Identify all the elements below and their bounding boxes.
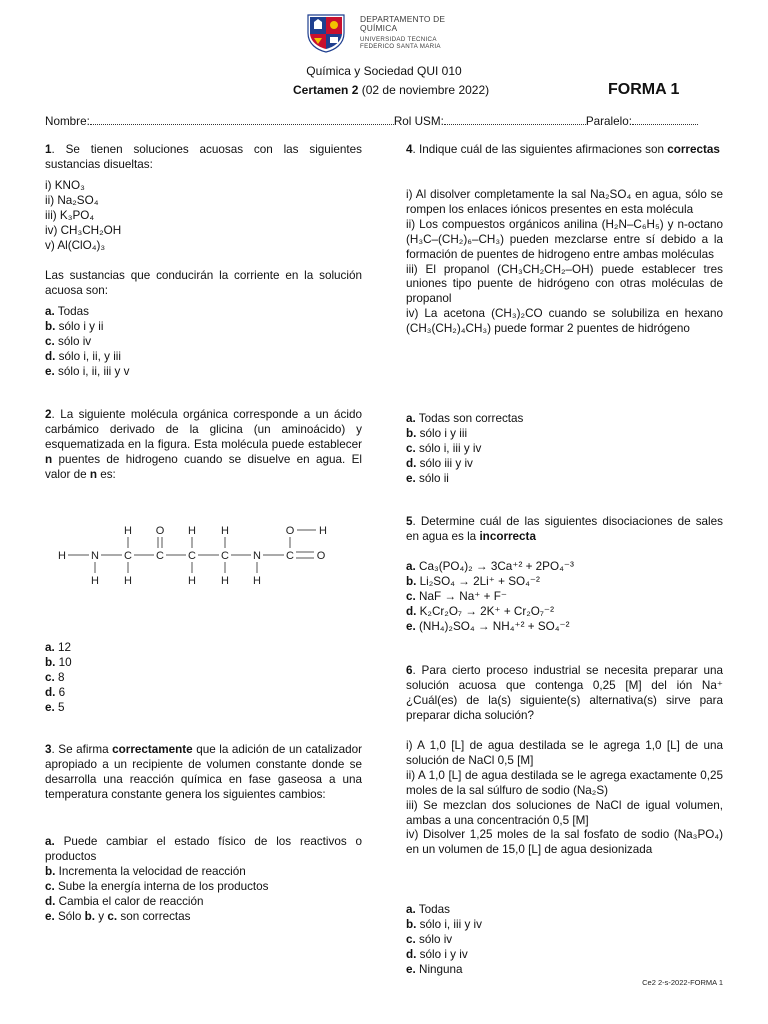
answer-option-a: [45, 835, 362, 865]
atom-label: C: [124, 550, 132, 562]
exam-title: [293, 83, 489, 98]
university-line-1: UNIVERSIDAD TECNICA: [360, 36, 437, 43]
answer-option-a: [45, 641, 362, 656]
option-text: [58, 365, 129, 378]
page-footer-code: Ce2 2-s-2022-FORMA 1: [642, 978, 723, 987]
option-text: [59, 865, 246, 878]
atom-label: C: [286, 550, 294, 562]
text-run: Incrementa la velocidad de reacción: [58, 864, 246, 878]
answer-option-b: [45, 320, 362, 335]
atom-label: H: [221, 525, 229, 537]
text-run: . Se tienen soluciones acuosas con las siguientes sustancias disueltas:: [45, 143, 362, 171]
text-run: Ca₃(PO₄)₂ → 3Ca⁺² + 2PO₄⁻³: [419, 560, 574, 573]
text-run: Todas son correctas: [418, 412, 524, 425]
text-run: . Indique cuál de las siguientes afirmaciones son: [412, 143, 668, 156]
option-letter: b.: [406, 426, 417, 440]
text-run: Li₂SO₄ → 2Li⁺ + SO₄⁻²: [419, 574, 540, 588]
university-crest-icon: [305, 13, 347, 53]
answer-option-e: [45, 910, 362, 925]
option-letter: b.: [45, 319, 56, 333]
atom-label: O: [316, 550, 326, 562]
atom-label: H: [91, 575, 99, 587]
atom-label: H: [124, 575, 132, 587]
text-run: que la adición de un catalizador apropiado a un recipiente de volumen constante donde se desarrolla una reacción química en fase gaseosa a una temperatura constante genera los siguientes cambios:: [45, 743, 363, 801]
question-5-options: [406, 560, 723, 635]
option-text: [59, 686, 66, 699]
text-run: iii) El propanol (CH₃CH₂CH₂–OH) puede establecer tres uniones tipo puente de hidrógeno con otras moléculas de propanol: [406, 262, 723, 306]
exam-form: FORMA 1: [608, 81, 680, 98]
question-6-options: [406, 903, 723, 978]
option-letter: d.: [406, 604, 417, 618]
text-run: sólo i y ii: [58, 319, 104, 333]
question-6-statements: [406, 739, 723, 858]
question-4-stem: [406, 143, 723, 158]
bold-text: 2: [45, 408, 52, 421]
text-run: sólo iii y iv: [419, 456, 473, 470]
option-letter: c.: [406, 932, 416, 946]
atom-label: H: [188, 575, 196, 587]
answer-option-c: [406, 442, 723, 457]
text-run: NaF → Na⁺ + F⁻: [419, 589, 507, 603]
atom-label: N: [91, 550, 99, 562]
answer-option-e: [406, 620, 723, 635]
option-letter: e.: [45, 700, 55, 714]
text-run: Cambia el calor de reacción: [58, 894, 204, 908]
option-text: [419, 442, 481, 455]
option-letter: c.: [45, 334, 55, 348]
option-text: [420, 918, 482, 931]
bold-text: n: [89, 467, 97, 481]
name-label: Nombre:: [45, 115, 90, 128]
option-text: [58, 910, 191, 923]
exam-date: (02 de noviembre 2022): [361, 83, 490, 97]
statement-item: [406, 307, 723, 337]
text-run: iii) Se mezclan dos soluciones de NaCl de igual volumen, ambas a una concentración 0,5 [M]: [406, 798, 723, 827]
text-run: ii) Na₂SO₄: [45, 193, 99, 207]
university-line-2: FEDERICO SANTA MARIA: [360, 43, 441, 51]
answer-option-e: [406, 963, 723, 978]
question-1-options: [45, 305, 362, 380]
question-3-stem: [45, 743, 362, 803]
answer-option-d: [406, 457, 723, 472]
option-text: [58, 701, 65, 714]
option-text: [45, 835, 362, 863]
text-run: 12: [58, 641, 72, 654]
text-run: 5: [58, 700, 65, 714]
option-letter: c.: [406, 589, 416, 603]
question-1-stem: [45, 143, 362, 173]
atom-label: H: [319, 525, 327, 537]
option-letter: a.: [45, 305, 55, 318]
question-6-stem: [406, 664, 723, 724]
text-run: iv) CH₃CH₂OH: [45, 223, 122, 237]
statement-item: [406, 263, 723, 308]
option-letter: d.: [45, 685, 56, 699]
bold-text: incorrecta: [479, 529, 536, 543]
text-run: Sube la energía interna de los productos: [58, 879, 269, 893]
option-letter: b.: [45, 864, 56, 878]
text-run: sólo i, iii y iv: [419, 917, 482, 931]
option-text: [420, 605, 554, 618]
text-run: . La siguiente molécula orgánica corresponde a un ácido carbámico derivado de la glicina (un aminoácido) y esquematizada en la figura. Esta molécula puede establecer: [45, 408, 362, 451]
option-text: [58, 305, 89, 318]
text-run: . Para cierto proceso industrial se necesita preparar una solución acuosa que contenga 0,25 [M] del ión Na⁺ ¿Cuál(es) de la(s) siguiente(s) alternativa(s) sirve para preparar dicha solución?: [406, 664, 723, 722]
question-2-options: [45, 641, 362, 716]
text-run: Puede cambiar el estado físico de los reactivos o productos: [45, 835, 363, 863]
text-run: sólo i, ii, y iii: [58, 349, 121, 363]
option-letter: a.: [45, 641, 55, 654]
paralelo-label: Paralelo:: [585, 115, 632, 128]
bold-text: c.: [107, 909, 118, 923]
option-letter: e.: [45, 909, 55, 923]
question-5-stem: [406, 515, 723, 545]
text-run: son correctas: [117, 909, 191, 923]
answer-option-b: [45, 656, 362, 671]
answer-option-a: [406, 412, 723, 427]
atom-label: C: [156, 550, 164, 562]
option-text: [419, 620, 570, 633]
bold-text: 5: [406, 515, 413, 528]
answer-option-c: [45, 671, 362, 686]
answer-option-b: [406, 918, 723, 933]
atom-label: C: [188, 550, 196, 562]
option-letter: c.: [406, 441, 416, 455]
bold-text: 1: [45, 143, 52, 156]
text-run: i) Al disolver completamente la sal Na₂SO₄ en agua, sólo se rompen los enlaces iónicos presentes en esta molécula: [406, 188, 723, 216]
name-blank[interactable]: [90, 115, 394, 125]
option-text: [419, 903, 450, 916]
bold-text: correctas: [667, 143, 720, 156]
answer-option-e: [45, 701, 362, 716]
option-text: [420, 457, 473, 470]
question-2-stem: [45, 408, 362, 483]
answer-option-d: [406, 948, 723, 963]
answer-option-c: [406, 933, 723, 948]
option-letter: b.: [45, 655, 56, 669]
question-4-statements: [406, 188, 723, 337]
student-fields: [45, 114, 725, 129]
text-run: es:: [96, 467, 116, 481]
bold-text: 3: [45, 743, 52, 756]
answer-option-b: [45, 865, 362, 880]
rol-blank[interactable]: [444, 115, 586, 125]
text-run: puentes de hidrogeno cuando se disuelve en agua. El valor de: [45, 452, 362, 481]
option-text: [419, 590, 507, 603]
answer-option-e: [45, 365, 362, 380]
text-run: iii) K₃PO₄: [45, 208, 95, 222]
option-text: [420, 575, 540, 588]
option-letter: e.: [406, 619, 416, 633]
option-text: [58, 671, 65, 684]
statement-item: [406, 739, 723, 769]
atom-label: H: [188, 525, 196, 537]
option-text: [419, 560, 574, 573]
atom-label: H: [221, 575, 229, 587]
answer-option-e: [406, 472, 723, 487]
department-name: [360, 15, 490, 50]
option-letter: d.: [406, 947, 417, 961]
paralelo-blank[interactable]: [632, 115, 698, 125]
option-letter: c.: [45, 879, 55, 893]
answer-option-a: [406, 560, 723, 575]
text-run: sólo i y iii: [419, 426, 468, 440]
option-text: [420, 948, 468, 961]
bold-text: correctamente: [112, 743, 193, 756]
text-run: sólo ii: [419, 471, 449, 485]
option-letter: a.: [406, 903, 416, 916]
text-run: y: [95, 909, 108, 923]
exam-name: Certamen 2: [293, 83, 359, 97]
statement-item: [45, 239, 362, 254]
option-letter: a.: [406, 412, 416, 425]
bold-text: n: [45, 452, 53, 466]
option-text: [58, 335, 91, 348]
rol-label: Rol USM:: [393, 115, 444, 128]
text-run: Todas: [57, 305, 89, 318]
option-text: [419, 412, 524, 425]
text-run: Sólo: [58, 909, 85, 923]
statement-item: [45, 209, 362, 224]
answer-option-c: [406, 590, 723, 605]
option-letter: b.: [406, 574, 417, 588]
text-run: ii) Los compuestos orgánicos anilina (H₂N–C₆H₅) y n-octano (H₃C–(CH₂)₆–CH₃) pueden mezclarse entre sí debido a la formación de puentes de hidrogeno entre ambas moléculas: [406, 217, 723, 261]
question-3-options: [45, 835, 362, 924]
bold-text: 4: [406, 143, 413, 156]
text-run: . Determine cuál de las siguientes disociaciones de sales en agua es la: [406, 515, 723, 543]
question-1-lead: [45, 269, 362, 299]
atom-label: O: [285, 525, 295, 537]
text-run: iv) La acetona (CH₃)₂CO cuando se solubiliza en hexano (CH₃(CH₂)₄CH₃) puede formar 2 puentes de hidrógeno: [406, 307, 723, 336]
department-line-2: QUÍMICA: [360, 23, 398, 33]
statement-item: [406, 188, 723, 218]
text-run: Ninguna: [419, 962, 463, 976]
answer-option-b: [406, 575, 723, 590]
text-run: Las sustancias que conducirán la corriente en la solución acuosa son:: [45, 269, 362, 297]
answer-option-d: [45, 895, 362, 910]
statement-item: [45, 224, 362, 239]
answer-option-d: [406, 605, 723, 620]
atom-label: H: [124, 525, 132, 537]
option-text: [58, 880, 269, 893]
bold-text: b.: [84, 909, 96, 923]
course-title: Química y Sociedad QUI 010: [306, 64, 462, 78]
answer-option-d: [45, 686, 362, 701]
text-run: Todas: [418, 903, 450, 916]
option-letter: d.: [45, 894, 56, 908]
answer-option-b: [406, 427, 723, 442]
option-letter: e.: [406, 471, 416, 485]
answer-option-a: [45, 305, 362, 320]
option-text: [59, 895, 204, 908]
option-letter: d.: [406, 456, 417, 470]
option-letter: e.: [406, 962, 416, 976]
carbamic-acid-structure-diagram: [55, 512, 345, 592]
option-letter: d.: [45, 349, 56, 363]
question-4-options: [406, 412, 723, 487]
atom-label: O: [155, 525, 165, 537]
text-run: v) Al(ClO₄)₃: [45, 238, 106, 252]
statement-item: [45, 194, 362, 209]
answer-option-d: [45, 350, 362, 365]
statement-item: [406, 769, 723, 799]
atom-label: H: [58, 550, 66, 562]
atom-label: C: [221, 550, 229, 562]
option-text: [419, 933, 452, 946]
bold-text: 6: [406, 664, 413, 677]
text-run: (NH₄)₂SO₄ → NH₄⁺² + SO₄⁻²: [419, 619, 570, 633]
option-text: [59, 350, 121, 363]
statement-item: [45, 179, 362, 194]
option-text: [58, 641, 71, 654]
text-run: sólo i, iii y iv: [419, 441, 482, 455]
text-run: K₂Cr₂O₇ → 2K⁺ + Cr₂O₇⁻²: [419, 604, 554, 618]
text-run: . Se afirma: [51, 743, 113, 756]
option-letter: a.: [45, 835, 55, 848]
option-text: [419, 472, 449, 485]
text-run: sólo i, ii, iii y v: [58, 364, 130, 378]
statement-item: [406, 218, 723, 263]
text-run: 8: [58, 670, 65, 684]
statement-item: [406, 799, 723, 829]
answer-option-c: [45, 880, 362, 895]
question-1-substances: [45, 179, 362, 254]
text-run: i) A 1,0 [L] de agua destilada se le agrega 1,0 [L] de una solución de NaCl 0,5 [M]: [406, 739, 723, 767]
text-run: sólo iv: [419, 932, 453, 946]
option-letter: a.: [406, 560, 416, 573]
text-run: iv) Disolver 1,25 moles de la sal fosfato de sodio (Na₃PO₄) en un volumen de 15,0 [L] de agua desionizada: [406, 828, 723, 857]
answer-option-a: [406, 903, 723, 918]
text-run: 10: [58, 655, 72, 669]
text-run: sólo i y iv: [419, 947, 468, 961]
answer-option-c: [45, 335, 362, 350]
option-letter: e.: [45, 364, 55, 378]
option-letter: b.: [406, 917, 417, 931]
option-text: [420, 427, 467, 440]
option-text: [59, 320, 104, 333]
atom-label: H: [253, 575, 261, 587]
text-run: i) KNO₃: [45, 179, 85, 192]
option-letter: c.: [45, 670, 55, 684]
department-line-1: DEPARTAMENTO DE: [360, 14, 446, 24]
text-run: 6: [58, 685, 66, 699]
option-text: [59, 656, 72, 669]
option-text: [419, 963, 463, 976]
text-run: sólo iv: [58, 334, 92, 348]
text-run: ii) A 1,0 [L] de agua destilada se le agrega exactamente 0,25 moles de la sal súlfuro de sodio (Na₂S): [406, 768, 723, 797]
statement-item: [406, 828, 723, 858]
atom-label: N: [253, 550, 261, 562]
